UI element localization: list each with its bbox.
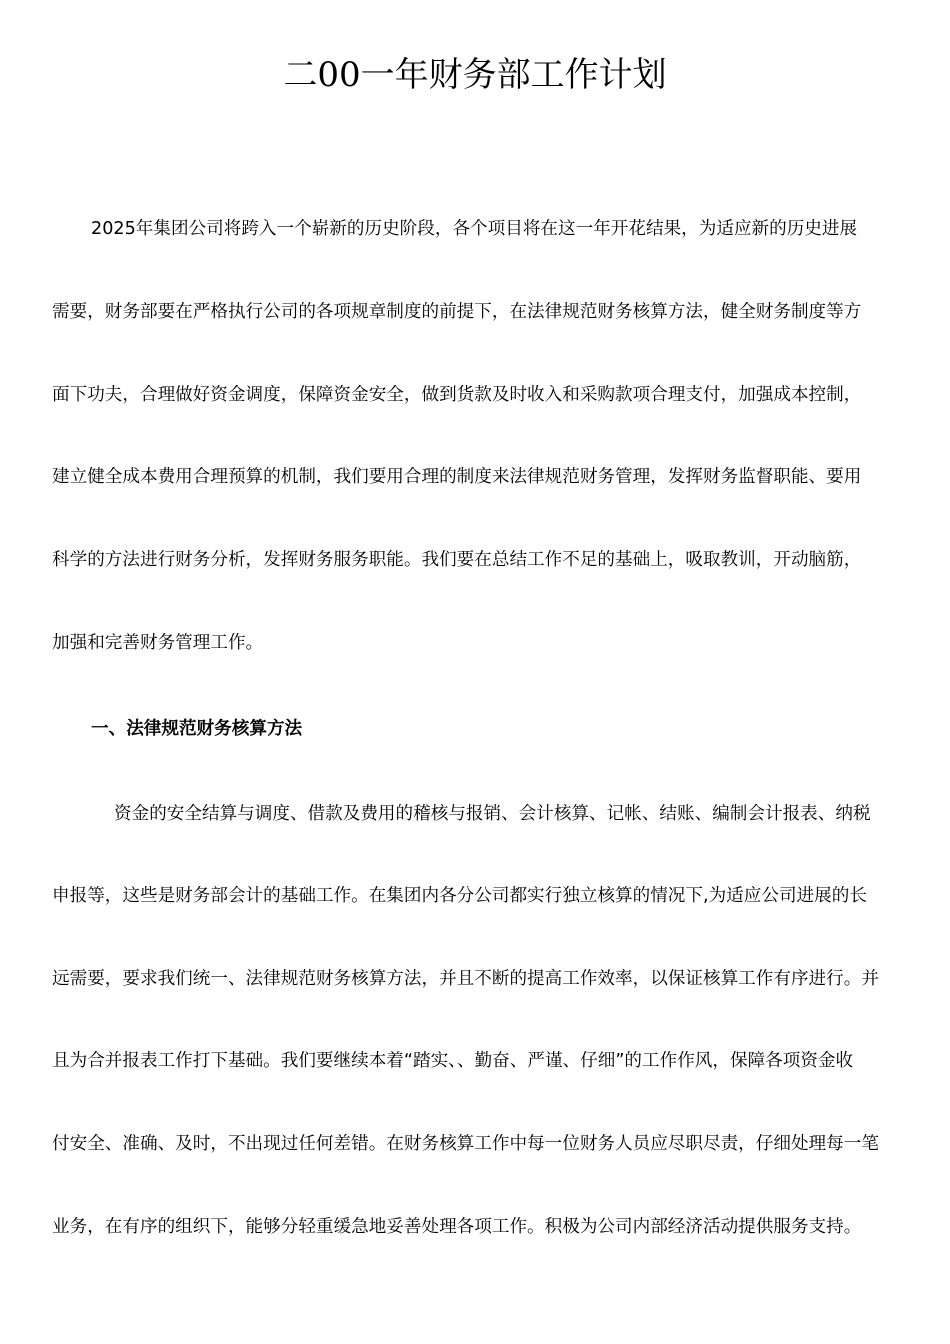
- paragraph-line: 付安全、准确、及时，不出现过任何差错。在财务核算工作中每一位财务人员应尽职尽责，仔细处理每一笔: [52, 1134, 879, 1154]
- paragraph-line: 建立健全成本费用合理预算的机制，我们要用合理的制度来法律规范财务管理，发挥财务监督职能、要用: [52, 467, 862, 487]
- paragraph-line: 面下功夫，合理做好资金调度，保障资金安全，做到货款及时收入和采购款项合理支付，加强成本控制，: [52, 385, 862, 405]
- paragraph-line: 申报等，这些是财务部会计的基础工作。在集团内各分公司都实行独立核算的情况下,为适应公司进展的长: [52, 886, 867, 906]
- paragraph-line: 科学的方法进行财务分析，发挥财务服务职能。我们要在总结工作不足的基础上，吸取教训，开动脑筋，: [52, 550, 862, 570]
- paragraph-line: 且为合并报表工作打下基础。我们要继续本着“踏实、、勤奋、严谨、仔细”的工作作风，保障各项资金收: [52, 1051, 854, 1071]
- paragraph-line: 业务，在有序的组织下，能够分轻重缓急地妥善处理各项工作。积极为公司内部经济活动提供服务支持。: [52, 1217, 862, 1237]
- paragraph-line: 远需要，要求我们统一、法律规范财务核算方法，并且不断的提高工作效率，以保证核算工作有序进行。并: [52, 969, 879, 989]
- paragraph-line: 资金的安全结算与调度、借款及费用的稽核与报销、会计核算、记帐、结账、编制会计报表、纳税: [114, 804, 871, 824]
- paragraph-line: 2025年集团公司将跨入一个崭新的历史阶段，各个项目将在这一年开花结果，为适应新的历史进展: [91, 219, 858, 239]
- section-heading: 一、法律规范财务核算方法: [91, 719, 303, 739]
- document-title: 二00一年财务部工作计划: [283, 55, 667, 95]
- paragraph-line: 加强和完善财务管理工作。: [52, 633, 264, 653]
- paragraph-line: 需要，财务部要在严格执行公司的各项规章制度的前提下，在法律规范财务核算方法，健全财务制度等方: [52, 302, 862, 322]
